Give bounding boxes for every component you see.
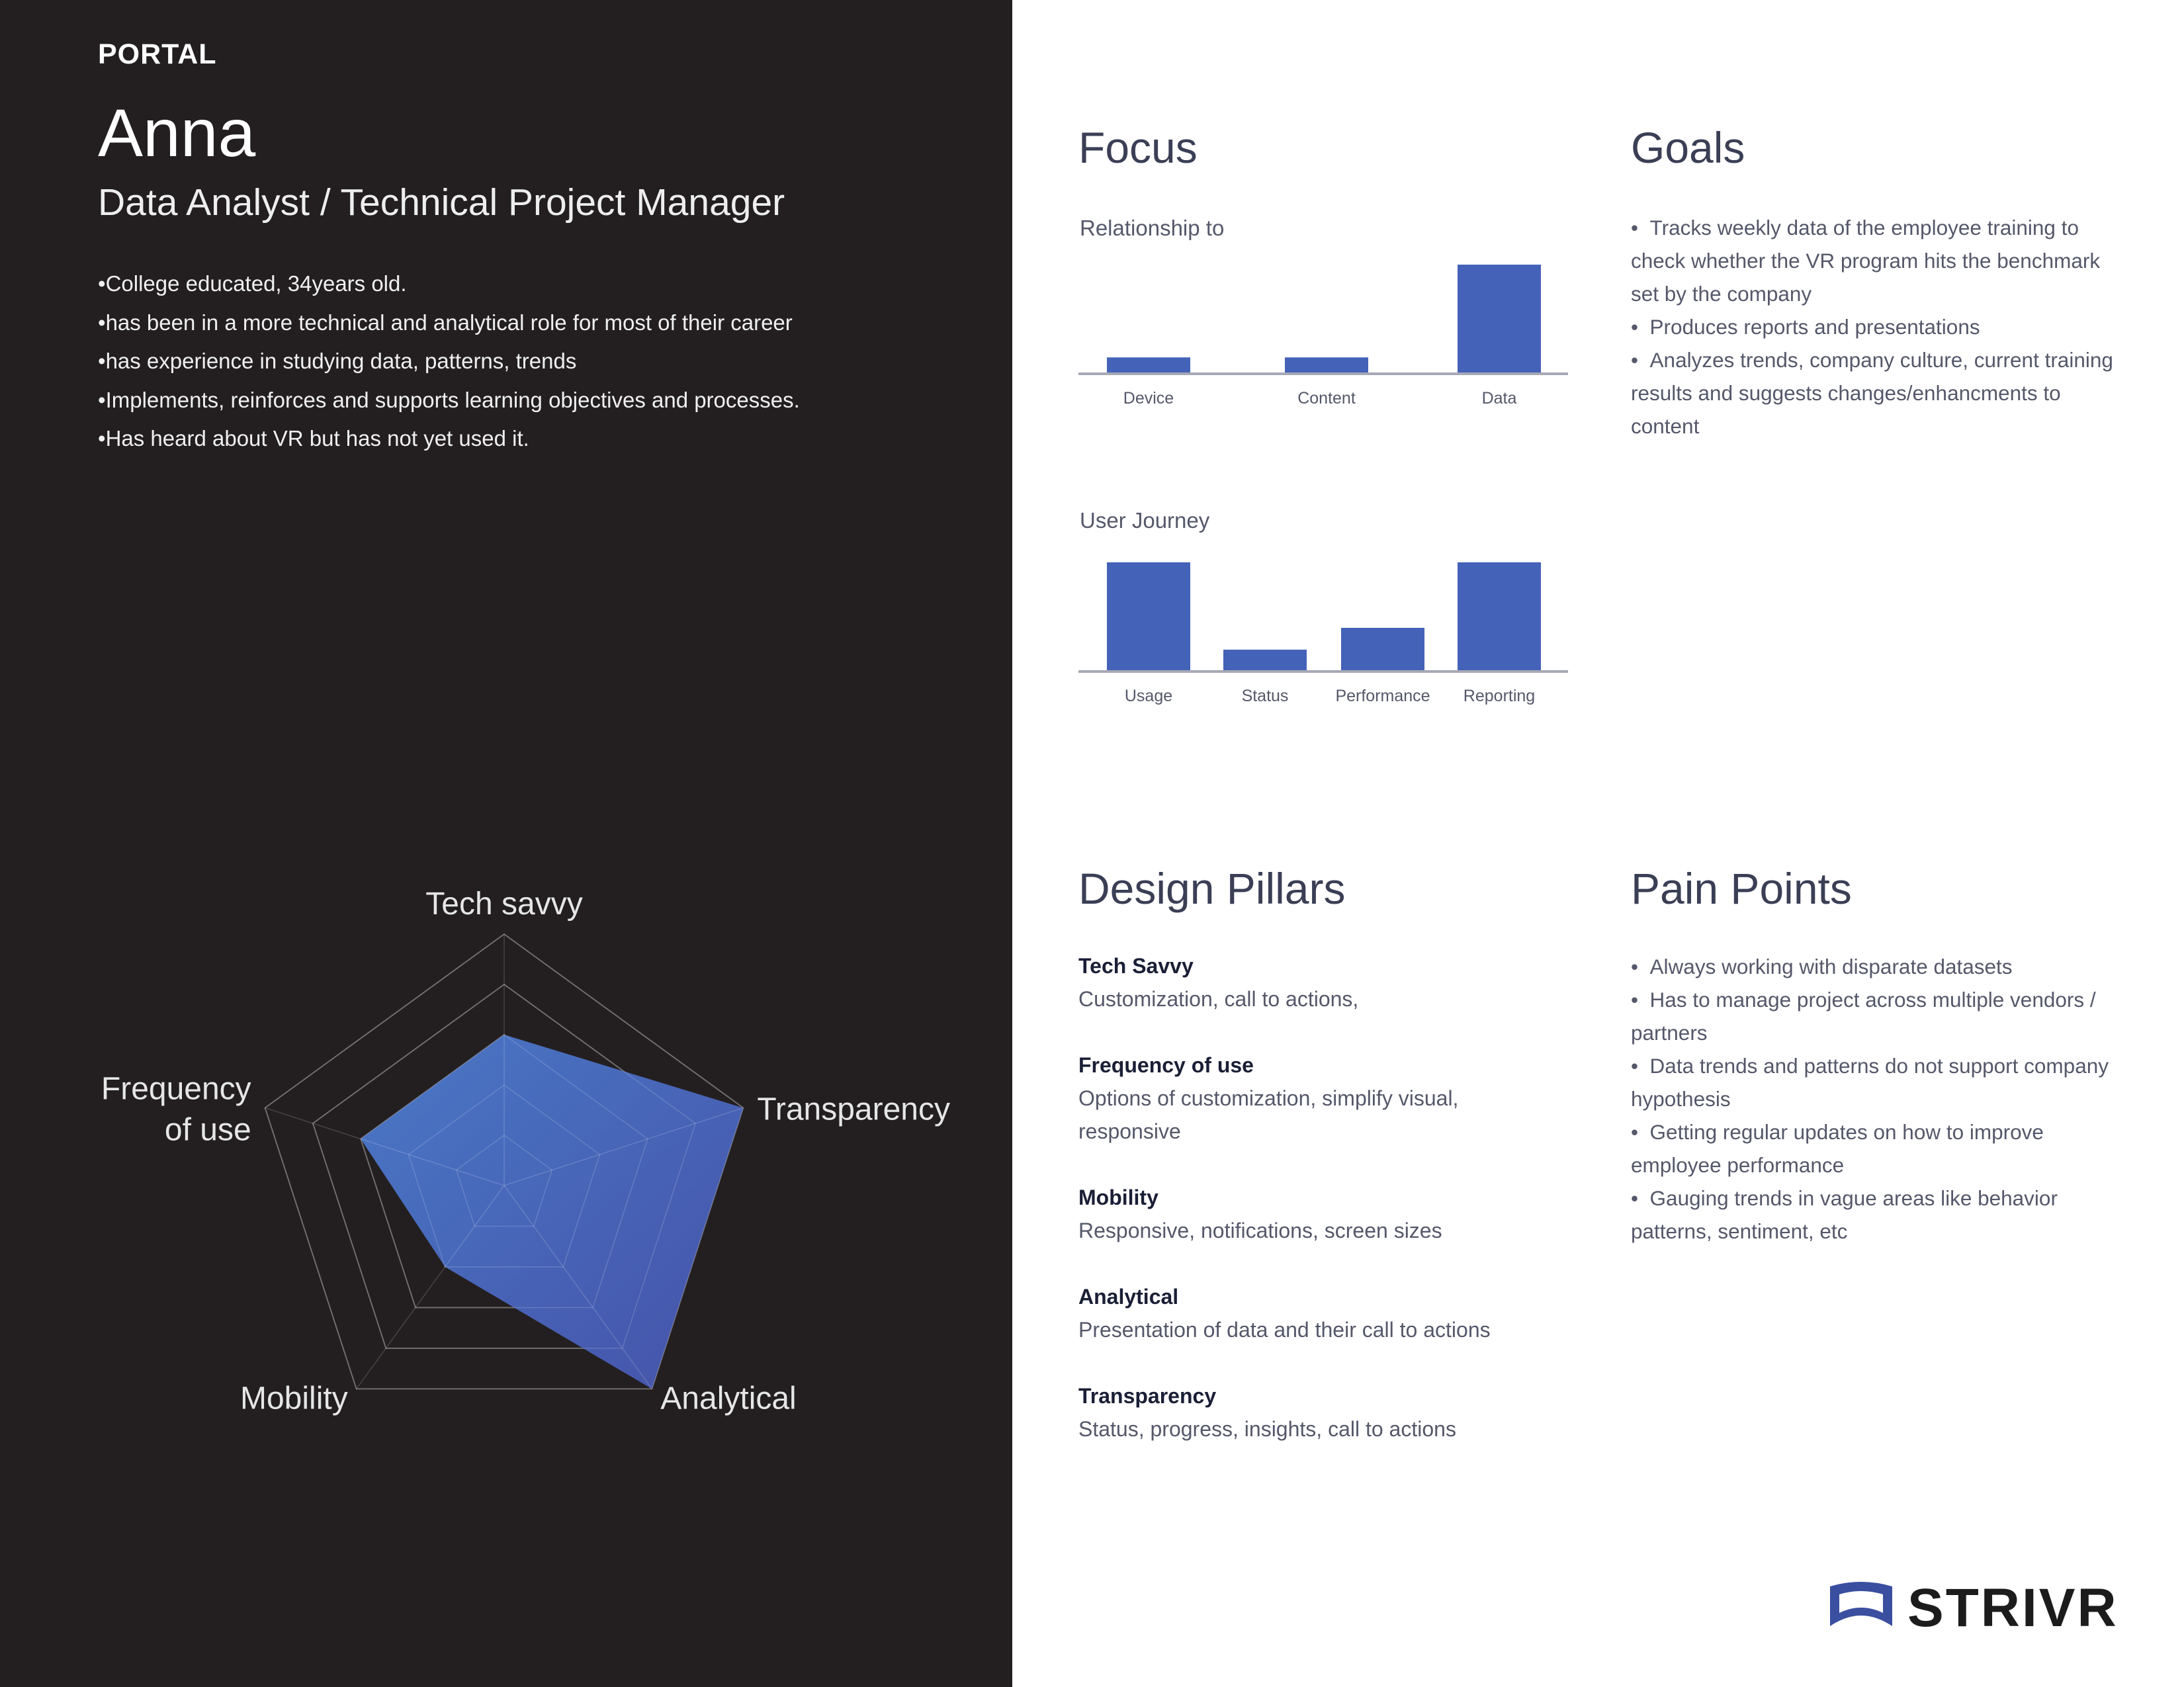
bio-item: • College educated, 34years old. bbox=[98, 265, 800, 304]
pillar-title: Frequency of use bbox=[1078, 1053, 1254, 1077]
bar-category-label: Status bbox=[1241, 687, 1289, 705]
radar-axis-label: Mobility bbox=[240, 1381, 348, 1416]
radar-value-area bbox=[361, 1035, 743, 1389]
bar-category-label: Data bbox=[1481, 389, 1517, 408]
journey-subtitle: User Journey bbox=[1080, 508, 1210, 533]
strivr-logo bbox=[1825, 1578, 2118, 1638]
pillar-title: Mobility bbox=[1078, 1186, 1158, 1209]
pain-point-item: • Getting regular updates on how to improve employee performance bbox=[1631, 1115, 2120, 1182]
goal-item: • Analyzes trends, company culture, current training results and suggests changes/enhancments to content bbox=[1631, 343, 2120, 443]
bar-category-label: Reporting bbox=[1463, 687, 1536, 705]
pillar-desc: Presentation of data and their call to actions bbox=[1078, 1318, 1491, 1342]
bar-category-label: Performance bbox=[1335, 687, 1430, 705]
strivr-headset-logo-icon bbox=[1825, 1579, 1898, 1638]
radar-axis-label: Analytical bbox=[660, 1381, 797, 1416]
pillar-desc: Customization, call to actions, bbox=[1078, 987, 1359, 1011]
pillar-title: Analytical bbox=[1078, 1285, 1179, 1309]
bar bbox=[1458, 562, 1541, 671]
product-label: PORTAL bbox=[98, 38, 217, 70]
persona-role: Data Analyst / Technical Project Manager bbox=[98, 181, 785, 224]
bar bbox=[1107, 562, 1190, 671]
persona-panel bbox=[0, 0, 1012, 1687]
pillar-analytical bbox=[1078, 1280, 1568, 1346]
pillar-desc: Responsive, notifications, screen sizes bbox=[1078, 1219, 1442, 1242]
pillar-desc: Options of customization, simplify visual, responsive bbox=[1078, 1086, 1459, 1143]
design-pillars-title: Design Pillars bbox=[1078, 864, 1346, 913]
bar bbox=[1458, 265, 1541, 374]
brand-name: STRIVR bbox=[1907, 1578, 2118, 1638]
pain-point-item: • Has to manage project across multiple vendors / partners bbox=[1631, 983, 2120, 1049]
bio-item: • has been in a more technical and analytical role for most of their career bbox=[98, 304, 800, 343]
bar bbox=[1107, 357, 1190, 374]
goals-title: Goals bbox=[1631, 123, 1745, 172]
pillar-frequency-of-use bbox=[1078, 1049, 1502, 1148]
relationship-subtitle: Relationship to bbox=[1080, 216, 1225, 240]
bar-category-label: Usage bbox=[1124, 687, 1173, 705]
goal-item: • Tracks weekly data of the employee training to check whether the VR program hits the benchmark set by the company bbox=[1631, 211, 2120, 310]
pillar-desc: Status, progress, insights, call to actions bbox=[1078, 1417, 1456, 1441]
journey-bar-chart bbox=[1072, 549, 1575, 708]
radar-axis-label: Tech savvy bbox=[425, 887, 583, 922]
pain-points-list bbox=[1631, 950, 2120, 1248]
pain-point-item: • Data trends and patterns do not support company hypothesis bbox=[1631, 1049, 2120, 1115]
pillar-mobility bbox=[1078, 1181, 1542, 1247]
pain-point-item: • Gauging trends in vague areas like behavior patterns, sentiment, etc bbox=[1631, 1182, 2120, 1248]
radar-axis-label: Frequency of use bbox=[101, 1071, 251, 1148]
bio-item: • has experience in studying data, patterns, trends bbox=[98, 342, 800, 381]
radar-chart-svg bbox=[0, 847, 1012, 1455]
bar bbox=[1341, 628, 1424, 671]
pillar-transparency bbox=[1078, 1379, 1568, 1446]
radar-axis-label: Transparency bbox=[757, 1092, 951, 1127]
pain-point-item: • Always working with disparate datasets bbox=[1631, 950, 2120, 983]
pillar-tech-savvy bbox=[1078, 949, 1542, 1016]
pillar-title: Transparency bbox=[1078, 1384, 1217, 1408]
persona-bio-list bbox=[98, 265, 800, 458]
persona-name: Anna bbox=[98, 95, 256, 171]
bar-category-label: Device bbox=[1123, 389, 1174, 408]
goal-item: • Produces reports and presentations bbox=[1631, 310, 2120, 343]
bio-item: • Implements, reinforces and supports learning objectives and processes. bbox=[98, 381, 800, 420]
relationship-bar-chart bbox=[1072, 251, 1575, 410]
bar-category-label: Content bbox=[1297, 389, 1356, 408]
focus-title: Focus bbox=[1078, 123, 1198, 172]
bars bbox=[1107, 265, 1541, 374]
bars bbox=[1107, 562, 1541, 671]
bar bbox=[1285, 357, 1368, 374]
goals-list bbox=[1631, 211, 2120, 443]
bar bbox=[1223, 650, 1307, 671]
bio-item: • Has heard about VR but has not yet used it. bbox=[98, 419, 800, 458]
radar-chart bbox=[0, 847, 1012, 1455]
pain-points-title: Pain Points bbox=[1631, 864, 1852, 913]
pillar-title: Tech Savvy bbox=[1078, 954, 1194, 978]
